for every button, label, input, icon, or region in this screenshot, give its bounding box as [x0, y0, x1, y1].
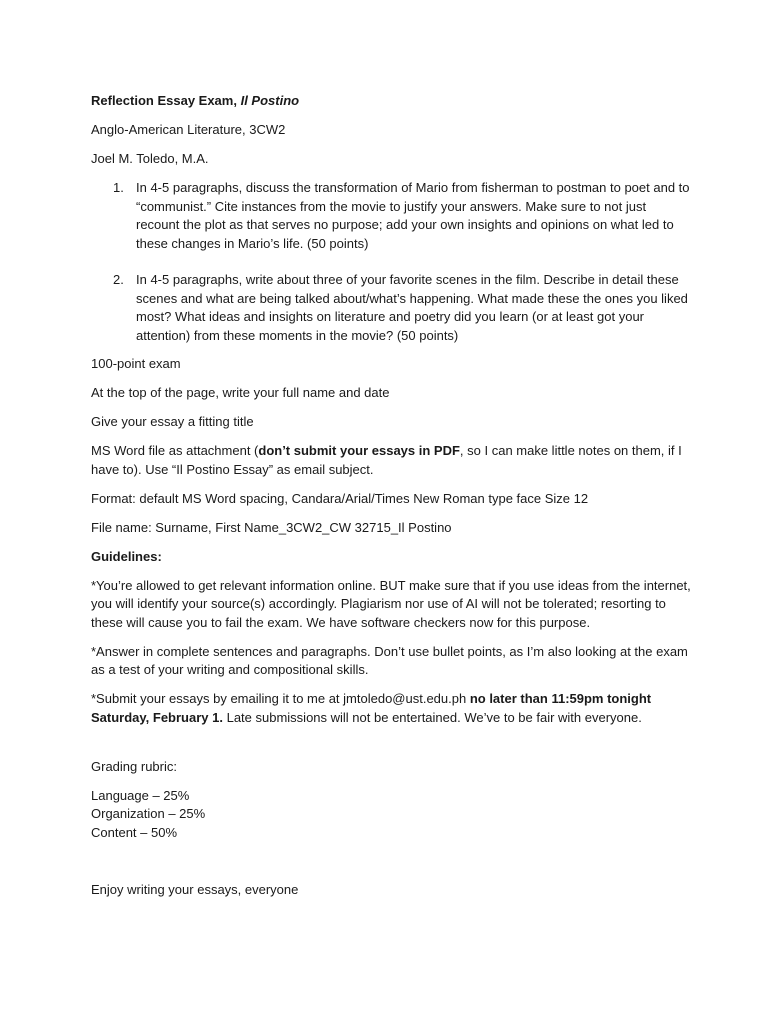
rubric-list: [91, 787, 691, 843]
question-text: In 4-5 paragraphs, write about three of your favorite scenes in the film. Describe in detail these scenes and what are being talked about/what’s happening. What made these the ones you liked most? What ideas and insights on literature and poetry did you learn (or at least got your attention) from these moments in the movie? (50 points): [136, 272, 688, 343]
rubric-item: Organization – 25%: [91, 806, 206, 821]
rubric-item: Content – 50%: [91, 824, 178, 840]
question-number: 2.: [113, 272, 124, 287]
question-list: [91, 179, 691, 345]
attachment-text: MS Word file as attachment (: [91, 443, 259, 458]
attachment-line: [91, 442, 691, 479]
points-line: 100-point exam: [91, 356, 181, 371]
spacer: [91, 738, 691, 758]
guideline-submission: [91, 690, 691, 727]
attachment-text-rest: , so I can make little notes on them, if I have to). Use “Il Postino Essay” as email subject.: [91, 443, 682, 477]
guideline-online-sources: *You’re allowed to get relevant information online. BUT make sure that if you use ideas from the internet, you will identify your source(s) accordingly. Plagiarism nor use of AI will not be tolerated; resorting to these will cause you to fail the exam. We have software checkers now for this purpose.: [91, 577, 691, 630]
submission-text: *Submit your essays by emailing it to me at jmtoledo@ust.edu.ph: [91, 691, 470, 706]
submission-text-rest: Late submissions will not be entertained. We’ve to be fair with everyone.: [222, 709, 642, 725]
question-text: In 4-5 paragraphs, discuss the transformation of Mario from fisherman to postman to poet and to “communist.” Cite instances from the movie to justify your answers. Make sure to not just recount the plot as that serves no purpose; add your own insights and opinions on what led to these changes in Mario’s life. (50 points): [136, 180, 690, 251]
attachment-warning: don’t submit your essays in PDF: [258, 443, 460, 458]
guidelines-heading: Guidelines:: [91, 548, 162, 564]
exam-title-main: Reflection Essay Exam,: [91, 93, 241, 108]
exam-title-film: Il Postino: [240, 93, 300, 108]
document-body: [91, 92, 691, 910]
format-line: Format: default MS Word spacing, Candara/Arial/Times New Roman type face Size 12: [91, 490, 589, 506]
spacer: [91, 853, 691, 881]
course-line: Anglo-American Literature, 3CW2: [91, 122, 286, 137]
rubric-item: Language – 25%: [91, 787, 190, 803]
name-date-line: At the top of the page, write your full name and date: [91, 385, 390, 400]
guideline-complete-sentences: *Answer in complete sentences and paragraphs. Don’t use bullet points, as I’m also looking at the exam as a test of your writing and compositional skills.: [91, 643, 688, 677]
question-number: 1.: [113, 180, 124, 195]
closing-line: Enjoy writing your essays, everyone: [91, 881, 299, 897]
submission-deadline: no later than 11:59pm tonight Saturday, February 1.: [91, 691, 652, 725]
title-line: Give your essay a fitting title: [91, 414, 254, 429]
rubric-heading: Grading rubric:: [91, 758, 177, 774]
question-item: [91, 179, 691, 253]
exam-title: [91, 92, 691, 111]
filename-line: File name: Surname, First Name_3CW2_CW 32715_Il Postino: [91, 519, 452, 535]
question-item: [91, 271, 691, 345]
instructor-line: Joel M. Toledo, M.A.: [91, 151, 209, 166]
